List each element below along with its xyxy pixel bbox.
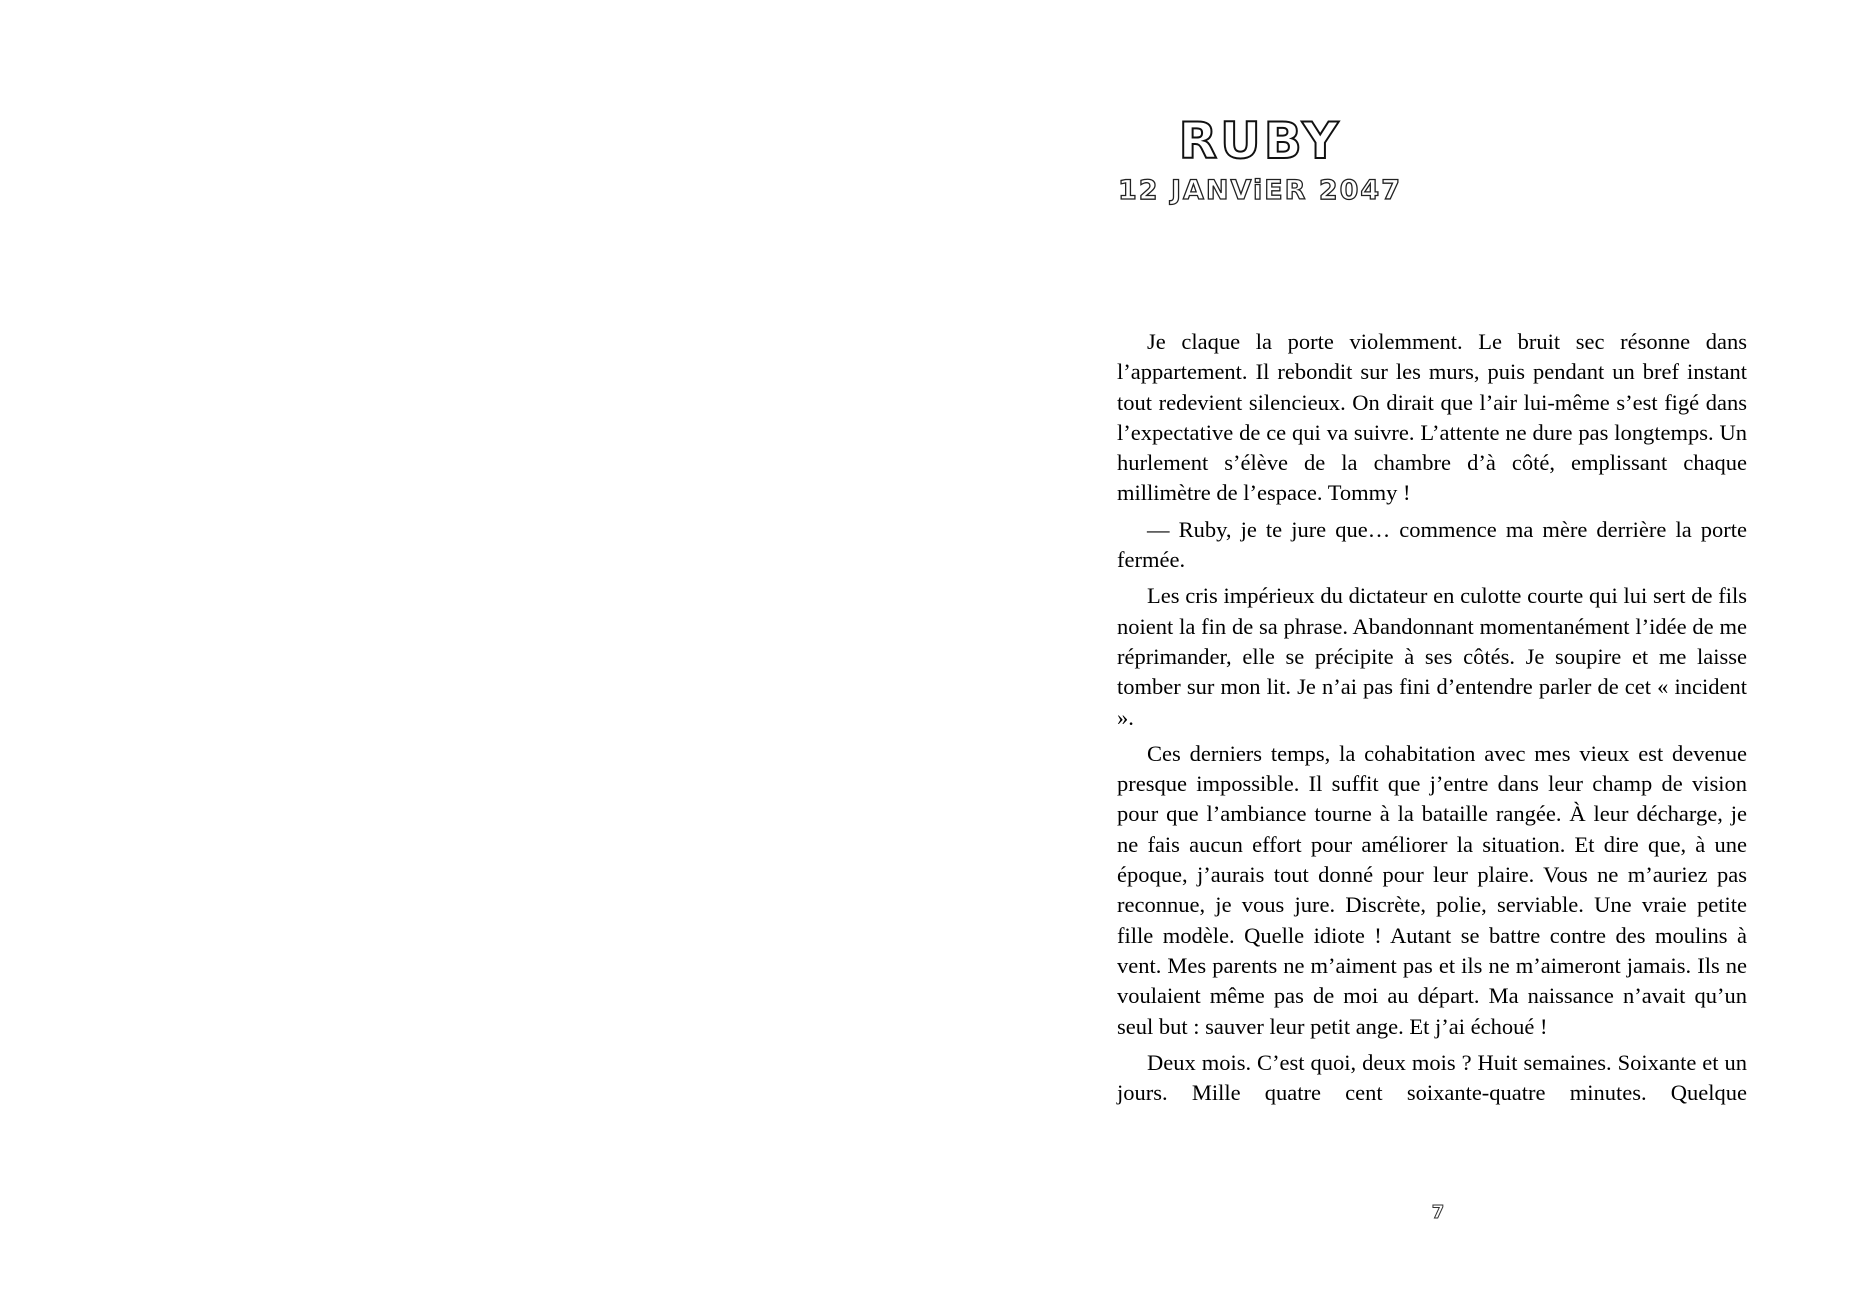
paragraph: Je claque la porte violemment. Le bruit sec résonne dans l’appartement. Il rebondit sur les murs, puis pendant un bref instant tout redevient silencieux. On dirait que l’air lui-même s’est figé dans l’expectative de ce qui va suivre. L’attente ne dure pas longtemps. Un hurlement s’élève de la chambre d’à côté, emplissant chaque millimètre de l’espace. Tommy ! (1117, 329, 1747, 506)
paragraph: — Ruby, je te jure que… commence ma mère derrière la porte fermée. (1117, 516, 1747, 573)
paragraph: Deux mois. C’est quoi, deux mois ? Huit semaines. Soixante et un jours. Mille quatre cent soixante-quatre minutes. Quelque (1117, 1049, 1747, 1106)
chapter-date: 12 JANViER 2047 (1118, 175, 1402, 206)
paragraph: Les cris impérieux du dictateur en culotte courte qui lui sert de fils noient la fin de sa phrase. Abandonnant momentanément l’idée de me réprimander, elle se précipite à ses côtés. Je soupire et me laisse tomber sur mon lit. Je n’ai pas fini d’entendre parler de cet « incident ». (1117, 583, 1747, 730)
paragraph: Ces derniers temps, la cohabitation avec mes vieux est devenue presque impossible. Il suffit que j’entre dans leur champ de vision pour que l’ambiance tourne à la bataille rangée. À leur décharge, je ne fais aucun effort pour améliorer la situation. Et dire que, à une époque, j’aurais tout donné pour leur plaire. Vous ne m’auriez pas reconnue, je vous jure. Discrète, polie, serviable. Une vraie petite fille modèle. Quelle idiote ! Autant se battre contre des moulins à vent. Mes parents ne m’aiment pas et ils ne m’aimeront jamais. Ils ne voulaient même pas de moi au départ. Ma naissance n’avait qu’un seul but : sauver leur petit ange. Et j’ai échoué ! (1117, 740, 1747, 1039)
page-number: 7 (1431, 1202, 1445, 1223)
body-text (1117, 327, 1747, 1114)
chapter-title: RUBY (1178, 112, 1342, 170)
